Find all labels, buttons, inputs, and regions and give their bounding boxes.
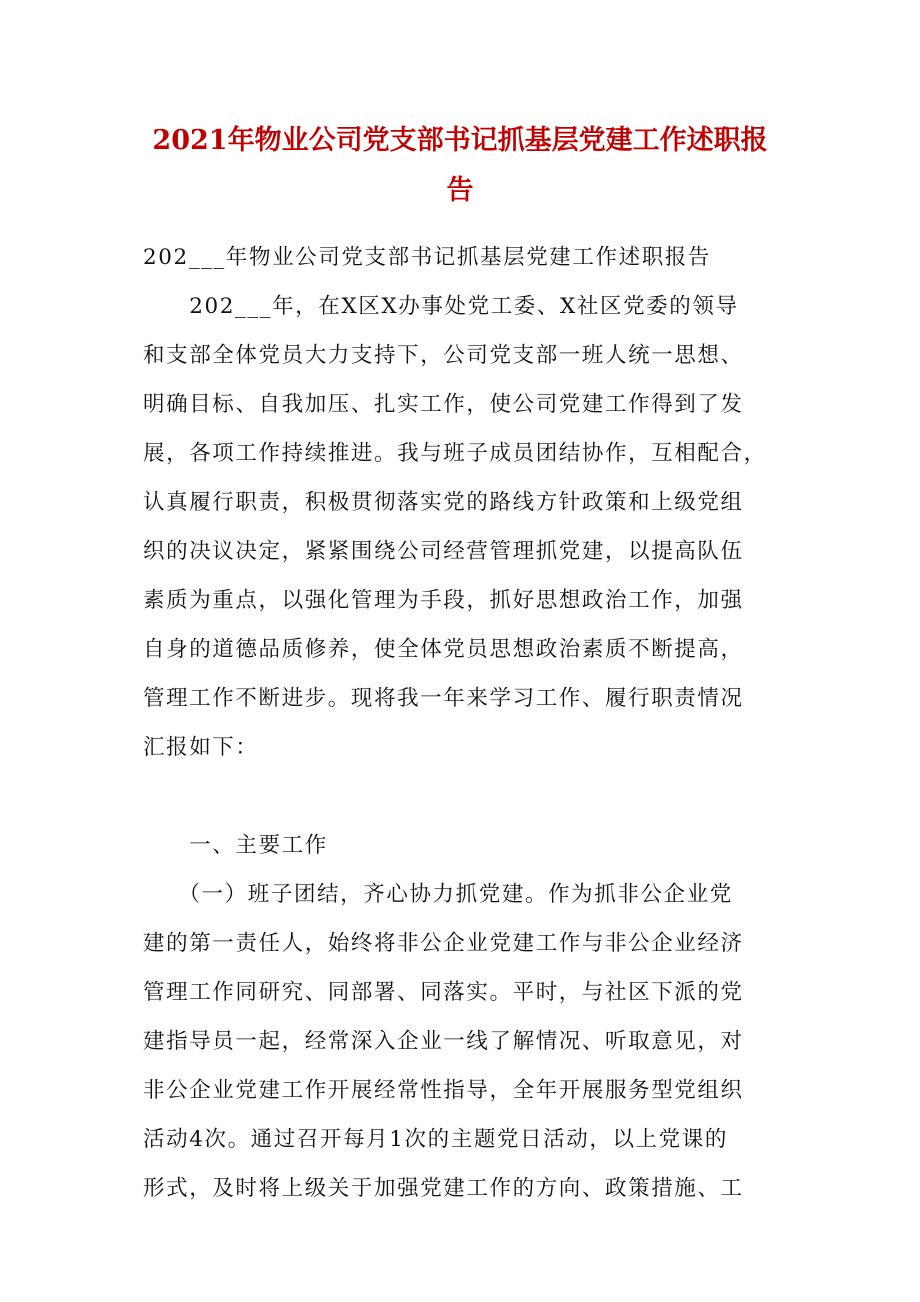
section-heading: 一、主要工作: [143, 833, 328, 858]
body-line: 建指导员一起，经常深入企业一线了解情况、听取意见，对: [143, 1029, 744, 1054]
body-line: 展，各项工作持续推进。我与班子成员团结协作，互相配合，: [143, 441, 767, 466]
body-line: 汇报如下：: [143, 735, 259, 760]
document-title-line-1: 2021年物业公司党支部书记抓基层党建工作述职报: [152, 125, 768, 156]
body-line: 认真履行职责，积极贯彻落实党的路线方针政策和上级党组: [143, 490, 744, 515]
body-line: 和支部全体党员大力支持下，公司党支部一班人统一思想、: [143, 343, 744, 368]
body-line: 活动4次。通过召开每月1次的主题党日活动，以上党课的: [143, 1127, 728, 1152]
subtitle-line: 202___年物业公司党支部书记抓基层党建工作述职报告: [143, 245, 711, 270]
body-line: 建的第一责任人，始终将非公企业党建工作与非公企业经济: [143, 931, 744, 956]
body-line: 自身的道德品质修养，使全体党员思想政治素质不断提高，: [143, 637, 744, 662]
body-line: 管理工作不断进步。现将我一年来学习工作、履行职责情况: [143, 686, 744, 711]
body-line: 织的决议决定，紧紧围绕公司经营管理抓党建，以提高队伍: [143, 539, 744, 564]
body-line: 202___年，在X区X办事处党工委、X社区党委的领导: [143, 294, 739, 319]
body-line: 素质为重点，以强化管理为手段，抓好思想政治工作，加强: [143, 588, 744, 613]
body-line: 非公企业党建工作开展经常性指导，全年开展服务型党组织: [143, 1078, 744, 1103]
body-line: （一）班子团结，齐心协力抓党建。作为抓非公企业党: [143, 882, 733, 907]
body-line: 形式，及时将上级关于加强党建工作的方向、政策措施、工: [143, 1176, 744, 1201]
body-line: 管理工作同研究、同部署、同落实。平时，与社区下派的党: [143, 980, 744, 1005]
document-title-line-2: 告: [446, 175, 474, 206]
body-line: 明确目标、自我加压、扎实工作，使公司党建工作得到了发: [143, 392, 744, 417]
